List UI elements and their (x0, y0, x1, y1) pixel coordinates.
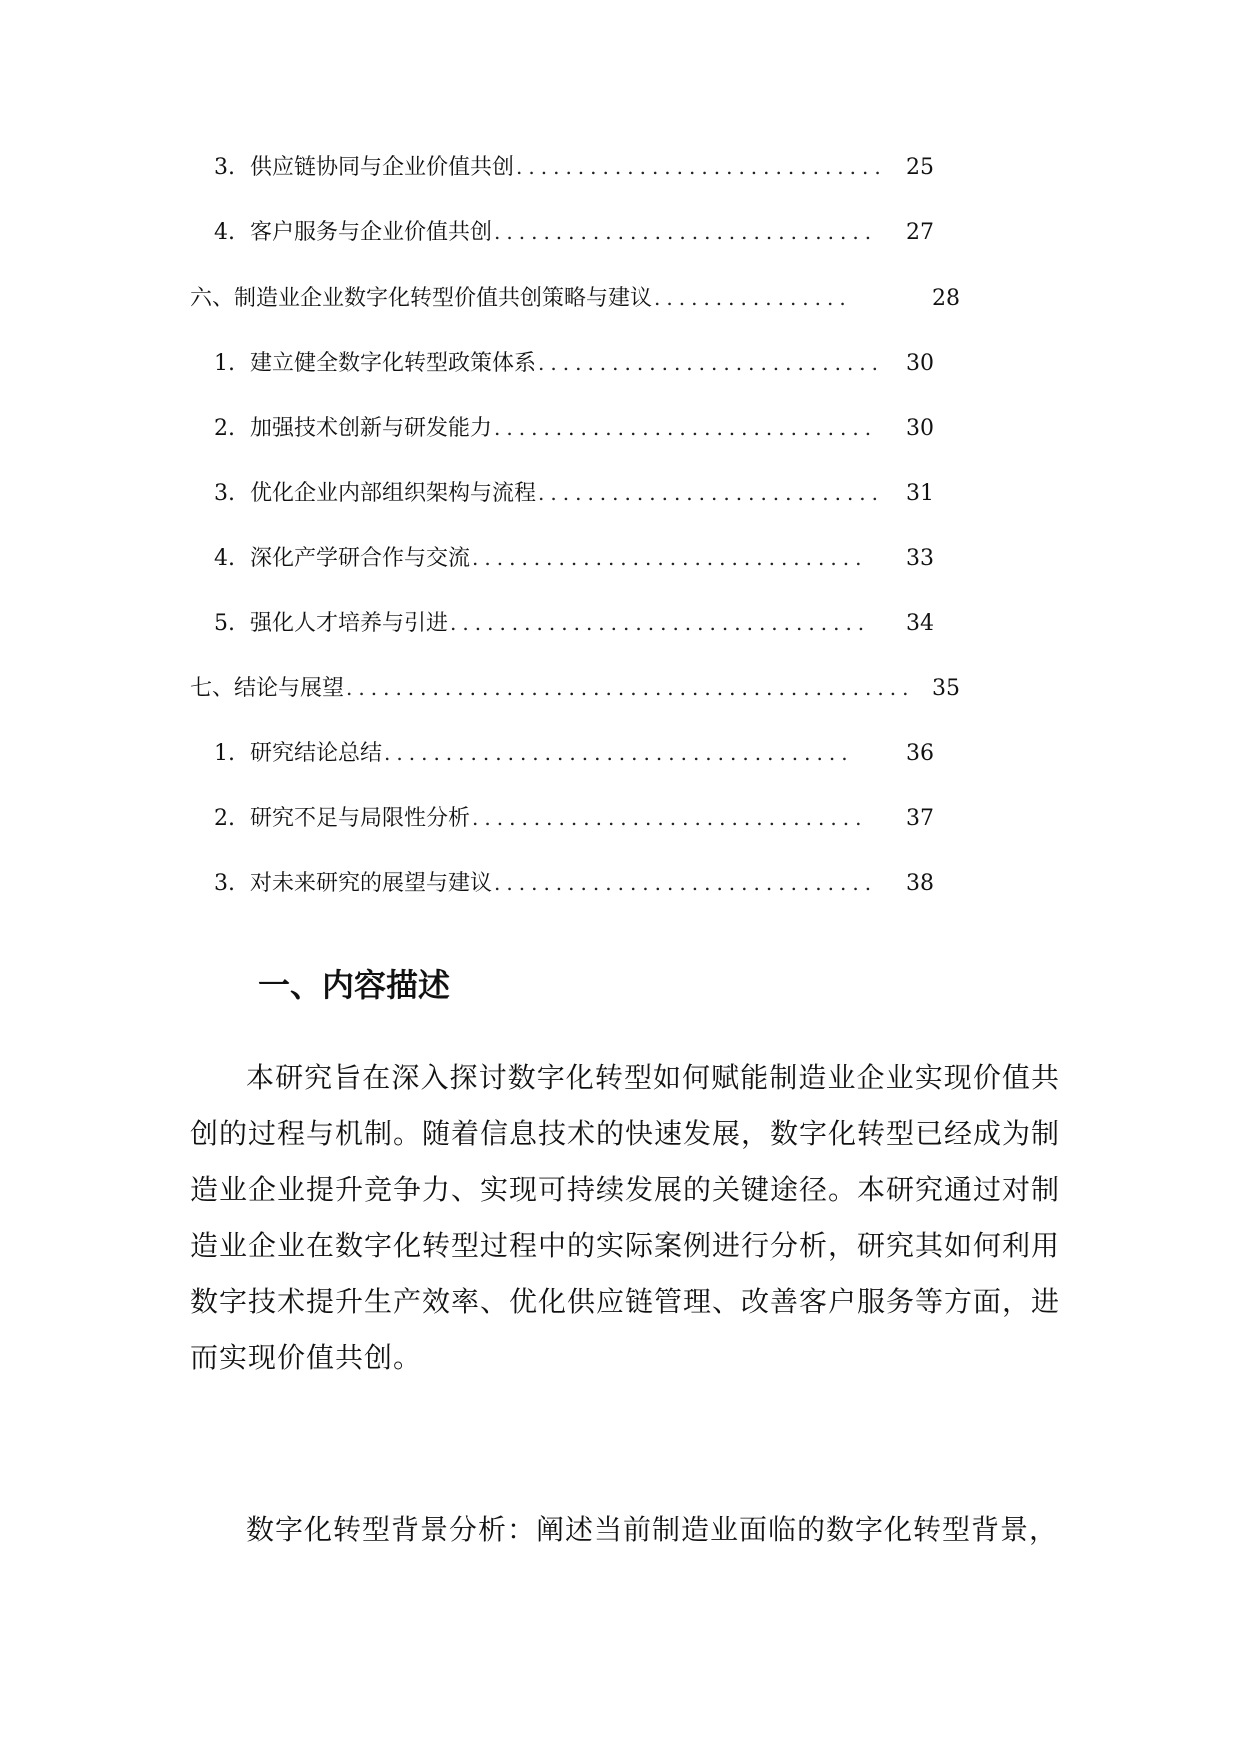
toc-entry[interactable] (214, 413, 934, 444)
toc-entry-title: 研究不足与局限性分析 (250, 806, 471, 831)
toc-entry-title: 深化产学研合作与交流 (250, 546, 471, 571)
toc-entry[interactable] (214, 217, 934, 248)
toc-entry[interactable] (214, 738, 934, 769)
toc-entry-page: 33 (906, 546, 934, 571)
toc-entry-page: 36 (906, 741, 934, 766)
toc-entry-page: 38 (906, 871, 934, 896)
toc-entry-title: 优化企业内部组织架构与流程 (250, 481, 537, 506)
toc-leader-dots: ...................................... (384, 741, 854, 765)
toc-entry-number: 4. (214, 546, 235, 571)
body-paragraph: 数字化转型背景分析：阐述当前制造业面临的数字化转型背景， (246, 1513, 1059, 1546)
toc-entry-page: 27 (906, 220, 934, 245)
toc-entry[interactable] (214, 803, 934, 834)
toc-entry-page: 35 (932, 676, 960, 701)
toc-entry[interactable] (214, 348, 934, 379)
toc-leader-dots: ............................ (538, 351, 885, 375)
toc-chapter-entry[interactable] (190, 673, 960, 704)
toc-entry-page: 31 (906, 481, 934, 506)
toc-entry-number: 1. (214, 351, 235, 376)
toc-entry[interactable] (214, 152, 934, 183)
toc-entry-title: 强化人才培养与引进 (250, 611, 449, 636)
toc-entry-number: 3. (214, 481, 235, 506)
toc-leader-dots: ................................ (472, 546, 868, 570)
toc-entry-title: 供应链协同与企业价值共创 (250, 155, 515, 180)
toc-entry-title: 七、结论与展望 (190, 676, 345, 701)
toc-entry-number: 3. (214, 155, 235, 180)
toc-entry-number: 1. (214, 741, 235, 766)
body-paragraph: 本研究旨在深入探讨数字化转型如何赋能制造业企业实现价值共创的过程与机制。随着信息技术的快速发展，数字化转型已经成为制造业企业提升竞争力、实现可持续发展的关键途径。本研究通过对制造业企业在数字化转型过程中的实际案例进行分析，研究其如何利用数字技术提升生产效率、优化供应链管理、改善客户服务等方面，进而实现价值共创。 (190, 1061, 1061, 1374)
toc-entry-number: 5. (214, 611, 235, 636)
toc-entry-page: 25 (906, 155, 934, 180)
toc-entry-title: 建立健全数字化转型政策体系 (250, 351, 537, 376)
toc-leader-dots: ............................... (494, 220, 878, 244)
toc-entry[interactable] (214, 543, 934, 574)
toc-entry-title: 六、制造业企业数字化转型价值共创策略与建议 (190, 286, 653, 311)
toc-entry[interactable] (214, 868, 934, 899)
toc-entry-page: 30 (906, 351, 934, 376)
toc-entry-number: 4. (214, 220, 235, 245)
toc-entry-number: 3. (214, 871, 235, 896)
toc-leader-dots: ................ (654, 286, 852, 310)
toc-entry-number: 2. (214, 416, 235, 441)
toc-leader-dots: .................................. (450, 611, 871, 635)
toc-entry[interactable] (214, 478, 934, 509)
toc-entry-page: 37 (906, 806, 934, 831)
toc-entry-title: 对未来研究的展望与建议 (250, 871, 493, 896)
toc-entry-page: 28 (932, 286, 960, 311)
toc-entry-title: 研究结论总结 (250, 741, 383, 766)
toc-entry[interactable] (214, 608, 934, 639)
toc-leader-dots: ............................... (494, 871, 878, 895)
toc-leader-dots: ............................... (494, 416, 878, 440)
toc-entry-number: 2. (214, 806, 235, 831)
toc-entry-title: 客户服务与企业价值共创 (250, 220, 493, 245)
toc-leader-dots: .............................................. (346, 676, 915, 700)
toc-leader-dots: ............................ (538, 481, 885, 505)
toc-leader-dots: .............................. (516, 155, 887, 179)
toc-leader-dots: ................................ (472, 806, 868, 830)
toc-entry-page: 34 (906, 611, 934, 636)
toc-chapter-entry[interactable] (190, 283, 960, 314)
toc-entry-title: 加强技术创新与研发能力 (250, 416, 493, 441)
section-heading: 一、内容描述 (258, 966, 451, 1004)
toc-entry-page: 30 (906, 416, 934, 441)
